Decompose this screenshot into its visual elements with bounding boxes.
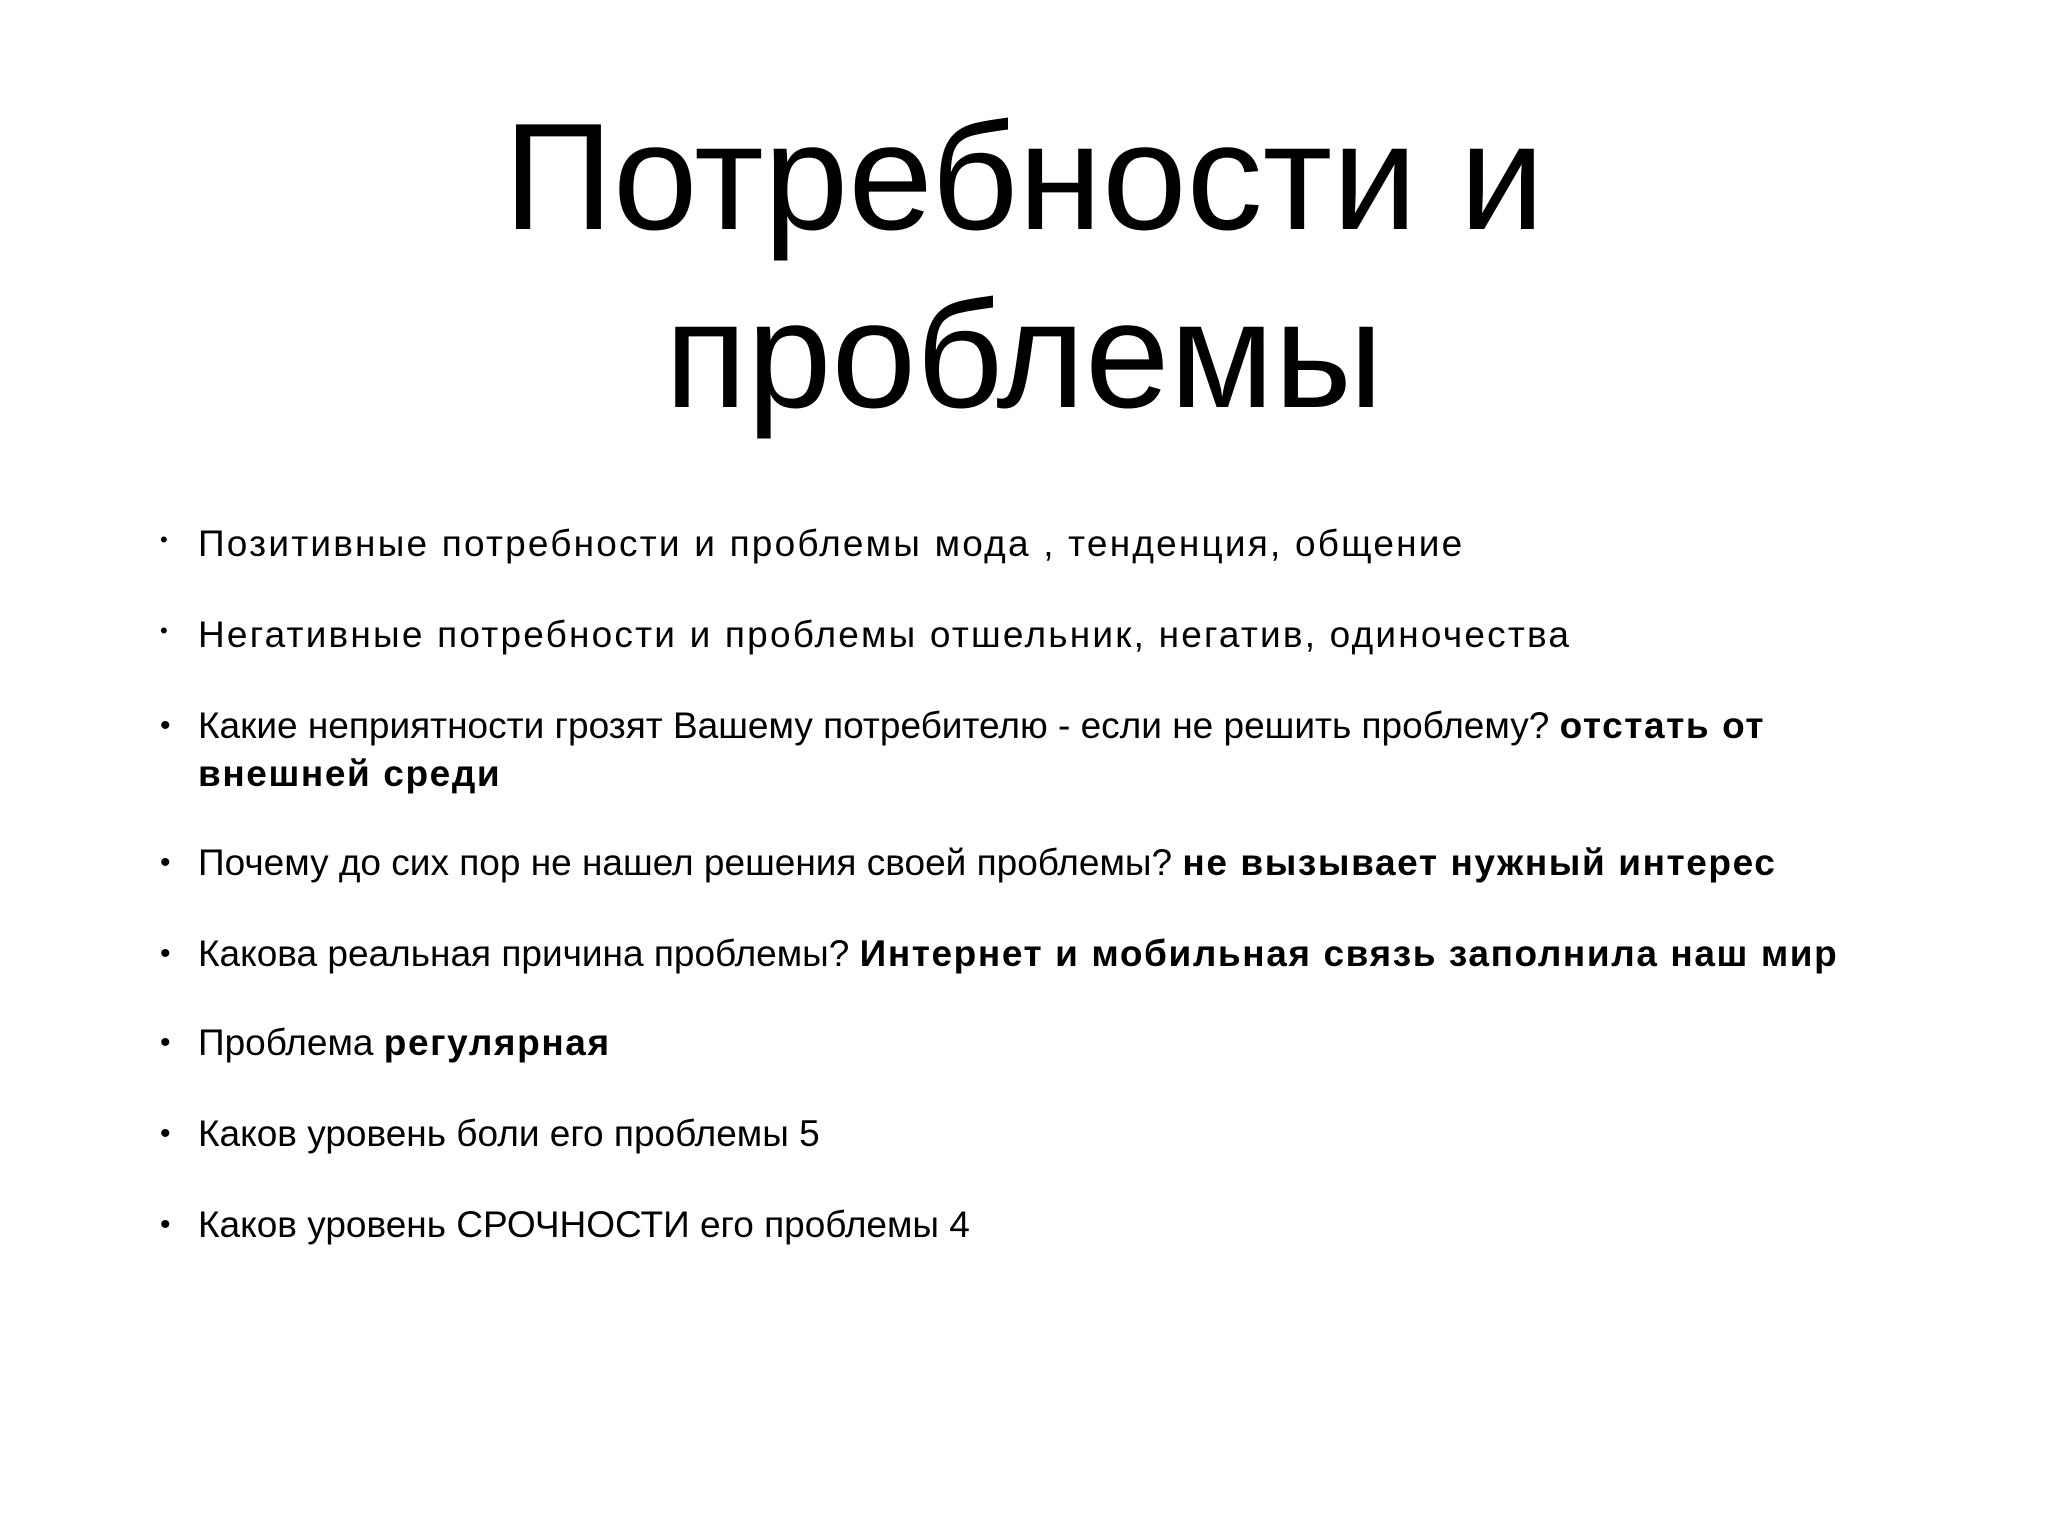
- bullet-item-negative-needs: [160, 611, 1900, 659]
- bullet-text: Негативные потребности и проблемы отшельник, негатив, одиночества: [198, 614, 1572, 655]
- bullet-text: Каков уровень СРОЧНОСТИ его проблемы 4: [198, 1204, 970, 1245]
- bullet-item-urgency-level: [160, 1201, 1900, 1249]
- bullet-item-real-cause: [160, 930, 1900, 978]
- bullet-answer: Интернет и мобильная связь заполнила наш мир: [859, 933, 1839, 974]
- bullet-text: Проблема: [198, 1022, 384, 1063]
- bullet-item-pain-level: [160, 1110, 1900, 1158]
- bullet-text: Каков уровень боли его проблемы 5: [198, 1113, 820, 1154]
- bullet-item-no-solution: [160, 839, 1900, 887]
- bullet-list: [160, 520, 1900, 1292]
- bullet-answer: регулярная: [383, 1022, 611, 1063]
- bullet-dot: •: [160, 846, 171, 879]
- bullet-item-troubles: [160, 702, 1900, 798]
- bullet-dot: •: [160, 618, 168, 643]
- slide-title-line-2: проблемы: [664, 270, 1384, 440]
- bullet-dot: •: [160, 937, 171, 970]
- bullet-dot: •: [160, 527, 168, 552]
- bullet-dot: •: [160, 1026, 171, 1059]
- bullet-text: Какова реальная причина проблемы?: [198, 933, 860, 974]
- bullet-dot: •: [160, 1117, 171, 1150]
- bullet-dot: •: [160, 1208, 171, 1241]
- bullet-text: Позитивные потребности и проблемы мода , тенденция, общение: [198, 523, 1465, 564]
- bullet-text: Какие неприятности грозят Вашему потребителю - если не решить проблему?: [198, 705, 1560, 746]
- bullet-answer: не вызывает нужный интерес: [1182, 842, 1777, 883]
- bullet-item-regularity: [160, 1019, 1900, 1067]
- bullet-item-positive-needs: [160, 520, 1900, 568]
- bullet-answer: отстать от внешней среди: [198, 705, 1766, 794]
- slide-title: [0, 88, 2048, 444]
- slide-title-line-1: Потребности и: [503, 92, 1545, 262]
- bullet-text: Почему до сих пор не нашел решения своей проблемы?: [198, 842, 1183, 883]
- bullet-dot: •: [160, 709, 171, 742]
